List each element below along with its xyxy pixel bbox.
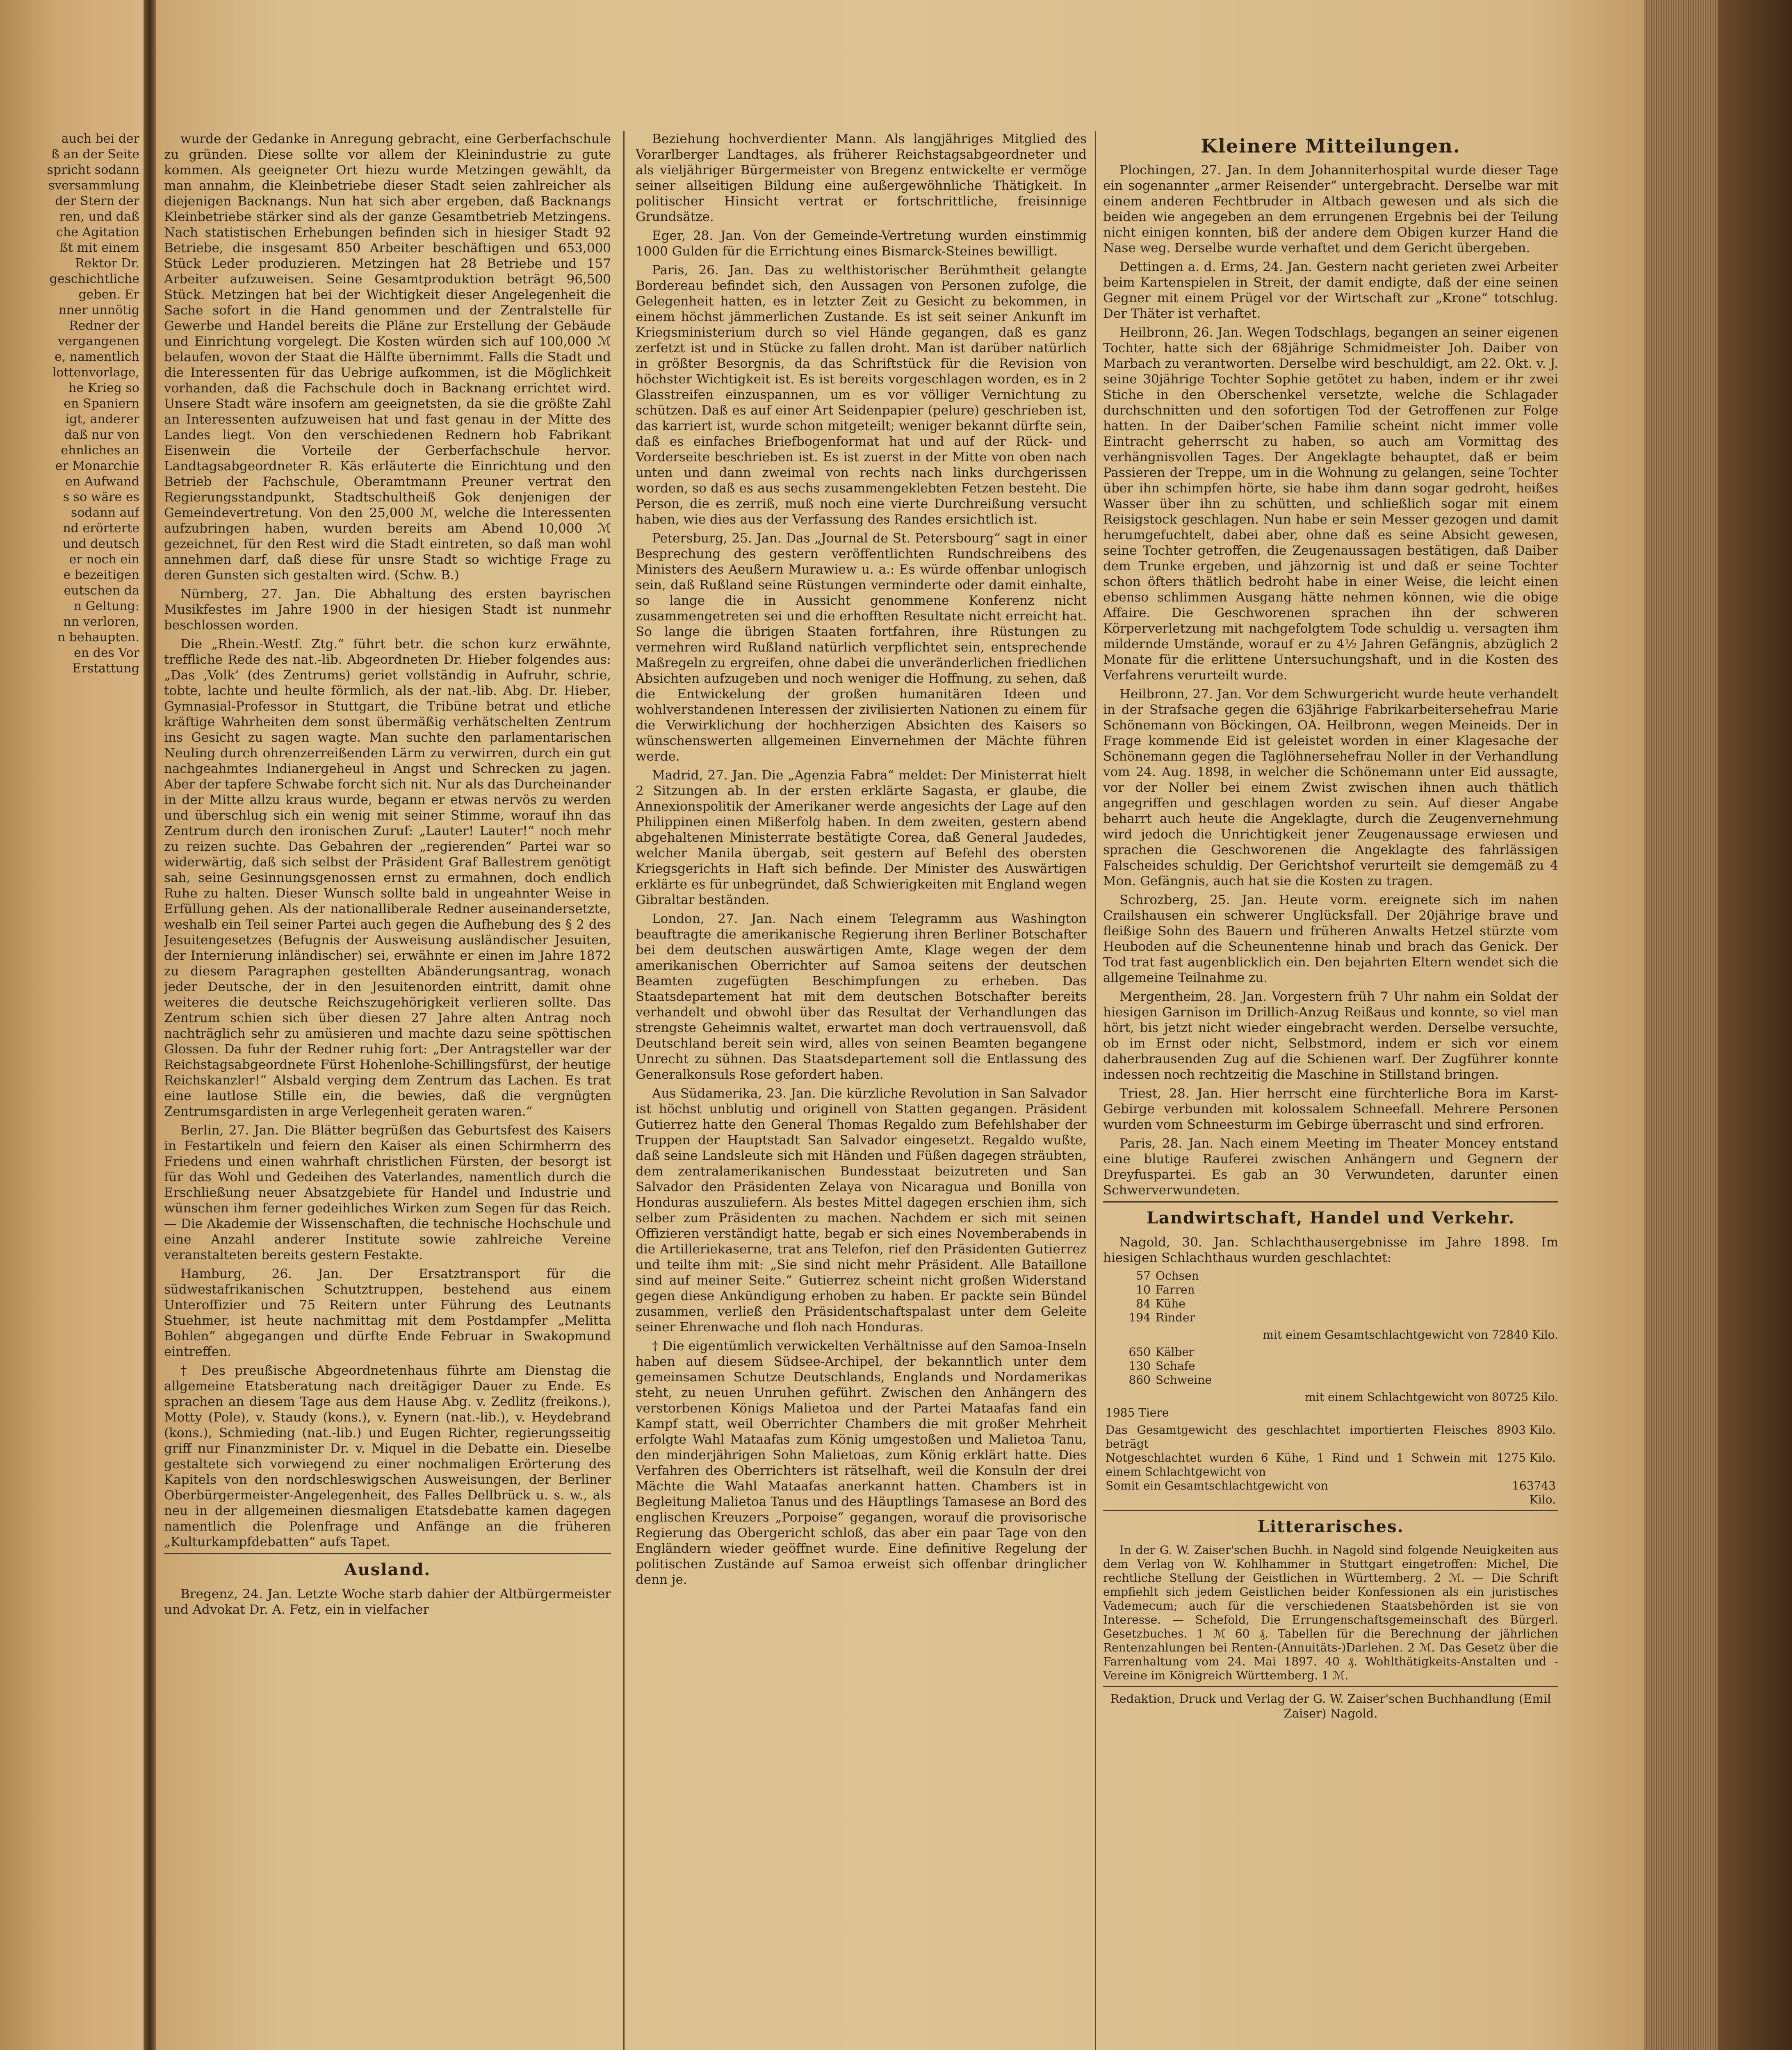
- left-fragment-line: ehnliches an: [61, 443, 139, 458]
- left-fragment-line: daß nur von: [64, 428, 139, 442]
- article-paragraph: Beziehung hochverdienter Mann. Als langjähriges Mitglied des Vorarlberger Landtages, als früherer Reichstagsabgeordneter und als vieljähriger Bürgermeister von Bregenz entwickelte er vermöge seiner allseitigen Bildung eine außergewöhnliche Thätigkeit. In politischer Hinsicht vertrat er fortschrittliche, freisinnige Grundsätze.: [636, 132, 1087, 224]
- schlachthaus-table: [1103, 1269, 1558, 1325]
- left-fragment-line: ren, und daß: [59, 210, 139, 224]
- animal-cell: Rinder: [1156, 1311, 1195, 1324]
- article-paragraph: wurde der Gedanke in Anregung gebracht, eine Gerberfachschule zu gründen. Diese sollte vor allem der Kleinindustrie zu gute kommen. Als geeigneter Ort hiezu wurde Metzingen gewählt, da man annahm, die Kleinbetriebe dieser Stadt seien zahlreicher als diejenigen Backnangs. Nun hat sich aber ergeben, daß Backnangs Kleinbetriebe stärker sind als der ganze Gesamtbetrieb Metzingens. Nach statistischen Erhebungen befinden sich in hiesiger Stadt 92 Betriebe, die insgesamt 850 Arbeiter beschäftigen und 653,000 Stück Leder produzieren. Metzingen hat 28 Betriebe und 157 Arbeiter aufzuweisen. Seine Gesamtproduktion beträgt 96,500 Stück. Metzingen hat bei der Wichtigkeit dieser Angelegenheit die Sache sofort in die Hand genommen und der Zentralstelle für Gewerbe und Handel bereits die Pläne zur Erstellung der Gebäude und Einrichtung vorgelegt. Die Kosten würden sich auf 100,000 ℳ belaufen, wovon der Staat die Hälfte übernimmt. Falls die Stadt und die Interessenten für das Uebrige aufkommen, ist die Möglichkeit vorhanden, daß die Fachschule doch in Backnang errichtet wird. Unsere Stadt wäre insofern am geeignetsten, da sie die größte Zahl an Interessenten aufzuweisen hat und fast genau in der Mitte des Landes liegt. Von den verschiedenen Rednern hob Fabrikant Eisenwein die Vorteile der Gerberfachschule hervor. Landtagsabgeordneter R. Käs erläuterte die Einrichtung und den Betrieb der Fachschule, Oberamtmann Preuner vertrat den Regierungsstandpunkt, Stadtschultheiß Gok denjenigen der Gemeindevertretung. Von den 25,000 ℳ, welche die Interessenten aufzubringen haben, wurden bereits am Abend 10,000 ℳ gezeichnet, für den Rest wird die Stadt eintreten, so daß man wohl annehmen darf, daß diese für unsre Stadt so wichtige Frage zu deren Gunsten sich gestalten wird. (Schw. B.): [164, 132, 611, 583]
- table-row: [1103, 1297, 1558, 1311]
- left-fragment-line: e bezeitigen: [63, 568, 139, 582]
- left-fragment-line: und deutsch: [62, 537, 139, 551]
- label-cell: Somit ein Gesamtschlachtgewicht von: [1106, 1479, 1328, 1492]
- animal-cell: Ochsen: [1156, 1269, 1199, 1282]
- value-cell: 8903 Kilo.: [1496, 1423, 1556, 1437]
- left-fragment-line: he Krieg so: [68, 381, 139, 395]
- left-fragment-line: vergangenen: [58, 334, 139, 348]
- article-paragraph: Triest, 28. Jan. Hier herrscht eine fürchterliche Bora im Karst-Gebirge verbunden mit kolossalem Schneefall. Mehrere Personen wurden vom Schneesturm im Gebirge überrascht und sind erfroren.: [1103, 1086, 1558, 1132]
- animal-cell: Kühe: [1156, 1297, 1186, 1310]
- left-fragment-line: che Agitation: [56, 225, 139, 239]
- left-fragment-line: nd erörterte: [63, 521, 139, 535]
- article-paragraph: Mergentheim, 28. Jan. Vorgestern früh 7 Uhr nahm ein Soldat der hiesigen Garnison im Drillich-Anzug Reißaus und konnte, so viel man hört, bis jetzt nicht wieder eingebracht werden. Derselbe versuchte, ob im Ernst oder nicht, Selbstmord, indem er sich vor einem daherbrausenden Zug auf die Schienen warf. Der Zugführer konnte indessen noch rechtzeitig die Maschine in Stillstand bringen.: [1103, 989, 1558, 1082]
- table-row: [1103, 1269, 1558, 1283]
- schlachthaus-intro: Nagold, 30. Jan. Schlachthausergebnisse im Jahre 1898. Im hiesigen Schlachthaus wurden geschlachtet:: [1103, 1235, 1558, 1265]
- book-gutter: [144, 0, 156, 2050]
- article-paragraph: Heilbronn, 27. Jan. Vor dem Schwurgericht wurde heute verhandelt in der Strafsache gegen die 63jährige Fabrikarbeitersehefrau Marie Schönemann von Böckingen, OA. Heilbronn, wegen Meineids. Der in Frage kommende Eid ist geleistet worden in einer Klagesache der Schönemann gegen die Taglöhnersehefrau Noller in der Verhandlung vom 24. Aug. 1898, in welcher die Schönemann unter Eid aussagte, vor der Noller bei einem Zwist zwischen ihnen auch thätlich angegriffen und geschlagen worden zu sein. Auf dieser Angabe beharrt auch heute die Angeklagte, durch die Zeugenvernehmung wird jedoch die Unrichtigkeit jener Zeugenaussage erwiesen und sprachen die Geschworenen die Angeklagte des fahrlässigen Falscheides schuldig. Der Gerichtshof verurteilt sie demgemäß zu 4 Mon. Gefängnis, auch hat sie die Kosten zu tragen.: [1103, 687, 1558, 888]
- schlachthaus-table-2: [1103, 1345, 1558, 1387]
- table-row: [1103, 1359, 1558, 1373]
- column-3: [1103, 131, 1558, 2050]
- article-paragraph: Madrid, 27. Jan. Die „Agenzia Fabra“ meldet: Der Ministerrat hielt 2 Sitzungen ab. In der ersten erklärte Sagasta, er glaube, die Annexionspolitik der Amerikaner werde angesichts der Lage auf den Philippinen einen Mißerfolg haben. In dem zweiten, gestern abend abgehaltenen Ministerrate bestätigte Corea, daß General Jaudedes, welcher Manila übergab, seit gestern auf Befehl des obersten Kriegsgerichts in Haft sich befinde. Der Minister des Auswärtigen erklärte es für unbegründet, daß Schwierigkeiten mit England wegen Gibraltar beständen.: [636, 768, 1087, 907]
- column-rule-1: [623, 131, 625, 2050]
- count-cell: 860: [1129, 1373, 1151, 1387]
- left-fragment-line: lottenvorlage,: [52, 365, 139, 380]
- left-fragment-line: en des Vor: [74, 646, 139, 660]
- value-cell: 163743 Kilo.: [1512, 1479, 1556, 1506]
- left-fragment-line: e, namentlich: [55, 350, 139, 364]
- litterarisches-heading: Litterarisches.: [1257, 1517, 1404, 1536]
- section-rule: [164, 1553, 611, 1554]
- kleinere-mitteilungen-heading: Kleinere Mitteilungen.: [1201, 135, 1461, 157]
- article-paragraph: Paris, 26. Jan. Das zu welthistorischer Berühmtheit gelangte Bordereau befindet sich, den Aussagen von Personen zufolge, die Gelegenheit hatten, es in letzter Zeit zu Gesicht zu bekommen, in einem höchst jämmerlichen Zustande. Es ist seit seiner Ankunft im Kriegsministerium durch so viel Hände gegangen, daß es ganz zerfetzt ist und in Stücke zu fallen droht. Man ist darüber natürlich in größter Besorgnis, da das Schriftstück für die Revision von höchster Wichtigkeit ist. Es ist bereits vorgeschlagen worden, es in 2 Glasstreifen einzuspannen, um es vor völliger Vernichtung zu schützen. Daß es auf einer Art Seidenpapier (pelure) geschrieben ist, das karriert ist, wurde schon mitgeteilt; weniger bekannt dürfte sein, daß es einfaches Briefbogenformat hat und auf der Rück- und Vorderseite beschrieben ist. Es ist zuerst in der Mitte von oben nach unten und dann zweimal von rechts nach links durchgerissen worden, so daß es aus sechs zusammengeklebten Fetzen besteht. Die Person, die es zerriß, muß noch eine vierte Durchreißung versucht haben, wie dies aus der Verfassung des Randes ersichtlich ist.: [636, 263, 1087, 527]
- left-fragment-line: er noch ein: [69, 552, 139, 567]
- column-2: [636, 131, 1087, 2050]
- left-fragment-line: er Monarchie: [55, 459, 139, 473]
- value-cell: 1275 Kilo.: [1496, 1451, 1556, 1465]
- article-paragraph: † Die eigentümlich verwickelten Verhältnisse auf den Samoa-Inseln haben auf diesem Südsee-Archipel, der bekanntlich unter dem gemeinsamen Schutze Deutschlands, Englands und Nordamerikas steht, zu neuen Unruhen geführt. Zwischen den Anhängern des verstorbenen Königs Malietoa und der Partei Mataafas fand ein Kampf statt, weil Oberrichter Chambers die mit großer Mehrheit erfolgte Wahl Mataafas zum König umgestoßen und Malietoa Tanu, den minderjährigen Sohn Malietoas, zum König erklärt hatte. Dies Verfahren des Oberrichters ist rätselhaft, weil die Konsuln der drei Mächte die Wahl Mataafas anerkannt hatten. Chambers ist in Begleitung Malietoa Tanus und des Häuptlings Tamasese an Bord des englischen Kreuzers „Porpoise“ gegangen, worauf die provisorische Regierung das Obergericht schloß, das aber ein paar Tage von den Engländern wieder geöffnet wurde. Eine definitive Regelung der politischen Zustände auf Samoa erweist sich offenbar dringlicher denn je.: [636, 1339, 1087, 1587]
- article-paragraph: Paris, 28. Jan. Nach einem Meeting im Theater Moncey entstand eine blutige Rauferei zwischen Anhängern und Gegnern der Dreyfuspartei. Es gab an 30 Verwundeten, darunter einen Schwerverwundeten.: [1103, 1136, 1558, 1198]
- count-cell: 10: [1136, 1283, 1151, 1296]
- article-paragraph: Plochingen, 27. Jan. In dem Johanniterhospital wurde dieser Tage ein sogenannter „armer Reisender“ untergebracht. Derselbe war mit einem anderen Fechtbruder in Altbach gewesen und als sich die beiden wie angegeben an dem errungenen Ergebnis bei der Teilung nicht einigen konnten, biß der andere dem Obigen kurzer Hand die Nase weg. Derselbe wurde verhaftet und dem Gericht übergeben.: [1103, 163, 1558, 255]
- table-row: [1103, 1423, 1558, 1451]
- left-fragment-line: spricht sodann: [47, 163, 139, 177]
- table-row: [1103, 1373, 1558, 1387]
- left-fragment-line: eutschen da: [64, 583, 139, 598]
- left-fragment-line: n behaupten.: [57, 630, 139, 645]
- left-fragment-line: auch bei der: [61, 132, 139, 146]
- article-paragraph: Eger, 28. Jan. Von der Gemeinde-Vertretung wurden einstimmig 1000 Gulden für die Errichtung eines Bismarck-Steines bewilligt.: [636, 228, 1087, 259]
- count-cell: 130: [1129, 1359, 1151, 1373]
- left-fragment-line: der Stern der: [55, 194, 139, 208]
- article-paragraph: Petersburg, 25. Jan. Das „Journal de St. Petersbourg“ sagt in einer Besprechung des gestern veröffentlichten Rundschreibens des Ministers des Aeußern Murawiew u. a.: Es würde offenbar unlogisch sein, daß Rußland seine Rüstungen verminderte oder damit einhalte, so lange die in Aussicht genommene Konferenz nicht zusammengetreten sei und die erhofften Resultate nicht erreicht hat. So lange die übrigen Staaten fortfahren, ihre Rüstungen zu vermehren wird Rußland natürlich verpflichtet sein, entsprechende Maßregeln zu ergreifen, ohne dabei die unveränderlichen friedlichen Absichten aufzugeben und noch weniger die Hoffnung, zu sehen, daß die Entwickelung der großen humanitären Ideen und wohlverstandenen Interessen der zivilisierten Nationen zu einem für die Verwirklichung der hochherzigen Absichten des Kaisers so wünschenswerten allgemeinen Einvernehmen der Mächte führen werde.: [636, 531, 1087, 764]
- article-paragraph: Hamburg, 26. Jan. Der Ersatztransport für die südwestafrikanischen Schutztruppen, bestehend aus einem Unteroffizier und 75 Reitern unter Führung des Leutnants Stuehmer, ist heute nachmittag mit dem Postdampfer „Melitta Bohlen“ abgegangen und dürfte Ende Februar in Swakopmund eintreffen.: [164, 1266, 611, 1359]
- ausland-heading: Ausland.: [344, 1560, 431, 1579]
- count-cell: 84: [1136, 1297, 1151, 1310]
- table-row: [1103, 1311, 1558, 1325]
- left-fragment-line: ßt mit einem: [59, 241, 139, 255]
- animal-cell: Schafe: [1156, 1359, 1195, 1373]
- left-fragment-line: Erstattung: [72, 661, 139, 676]
- article-paragraph: Berlin, 27. Jan. Die Blätter begrüßen das Geburtsfest des Kaisers in Festartikeln und feiern den Kaiser als einen Schirmherrn des Friedens und einen wahrhaft christlichen Fürsten, der besorgt ist für das Wohl und Gedeihen des Vaterlandes, namentlich durch die Erschließung neuer Absatzgebiete für Handel und Industrie und wünschen ihm ferner gedeihliches Wirken zum Segen für das Reich. — Die Akademie der Wissenschaften, die technische Hochschule und eine Anzahl anderer Institute sowie zahlreiche Vereine veranstalteten bereits gestern Festakte.: [164, 1123, 611, 1262]
- column-rule-2: [1095, 131, 1096, 2050]
- left-fragment-line: Redner der: [69, 319, 139, 333]
- left-page-fragments: [0, 131, 139, 2050]
- section-rule: [1103, 1201, 1558, 1203]
- animal-cell: Kälber: [1156, 1345, 1195, 1359]
- left-fragment-line: n Geltung:: [73, 599, 139, 613]
- left-fragment-line: geben. Er: [78, 287, 139, 302]
- book-cover-edge: [1718, 0, 1792, 2050]
- article-paragraph: Heilbronn, 26. Jan. Wegen Todschlags, begangen an seiner eigenen Tochter, hatte sich der 68jährige Schmidmeister Joh. Daiber von Marbach zu verantworten. Derselbe wird beschuldigt, am 22. Okt. v. J. seine 30jährige Tochter Sophie getötet zu haben, indem er ihr zwei Stiche in den Oberschenkel versetzte, welche die Schlagader durchschnitten und den sofortigen Tod der Getroffenen zur Folge hatten. In der Daiber'schen Familie scheint nicht immer volle Eintracht geherrscht zu haben, so auch am Vormittag des verhängnisvollen Tages. Der Angeklagte behauptet, daß er beim Passieren der Treppe, um in die Wohnung zu gelangen, seine Tochter über ihn schimpfen hörte, sie habe ihm dann sogar gedroht, heißes Wasser über ihn zu schütten, und schließlich sogar mit einem Reisigstock geschlagen. Nun habe er sein Messer gezogen und damit herumgefuchtelt, dabei aber, ohne daß es seine Absicht gewesen, seine Tochter getroffen, die Zeugenaussagen bestätigen, daß Daiber dem Trunke ergeben, und jähzornig ist und daß er seine Tochter schon öfters thätlich bedroht habe in einer Weise, die leicht einen ebenso schlimmen Ausgang hätte nehmen können, wie die obige Affaire. Die Geschworenen sprachen ihn der schweren Körperverletzung mit nachgefolgtem Tode schuldig u. versagten ihm mildernde Umstände, worauf er zu 4½ Jahren Gefängnis, abzüglich 2 Monate für die erlittene Untersuchungshaft, und in die Kosten des Verfahrens verurteilt wurde.: [1103, 325, 1558, 683]
- group2-note: mit einem Schlachtgewicht von 80725 Kilo.: [1305, 1390, 1558, 1404]
- article-paragraph: Die „Rhein.-Westf. Ztg.“ führt betr. die schon kurz erwähnte, treffliche Rede des nat.-lib. Abgeordneten Dr. Hieber folgendes aus: „Das ‚Volk‘ (des Zentrums) geriet vollständig in Aufruhr, schrie, tobte, lachte und heulte förmlich, als der nat.-lib. Abg. Dr. Hieber, Gymnasial-Professor in Stuttgart, die Tribüne betrat und etliche kräftige Wahrheiten dem sonst übermäßig verhätschelten Zentrum ins Gesicht zu sagen wagte. Man suchte den parlamentarischen Neuling durch ohrenzerreißenden Lärm zu verwirren, durch ein gut nachgeahmtes Indianergeheul in Angst und Schrecken zu jagen. Aber der tapfere Schwabe forcht sich nit. Nur als das Durcheinander in der Mitte allzu kraus wurde, begann er etwas nervös zu werden und überschlug sich ein wenig mit seiner Stimme, worauf ihn das Zentrum durch den ironischen Zuruf: „Lauter! Lauter!“ noch mehr zu reizen suchte. Das Gebahren der „regierenden“ Partei war so widerwärtig, daß sich selbst der Präsident Graf Ballestrem genötigt sah, seine Gesinnungsgenossen ernst zu ermahnen, doch endlich Ruhe zu halten. Dieser Wunsch sollte bald in ungeahnter Weise in Erfüllung gehen. Als der nationalliberale Redner auseinandersetzte, weshalb ein Teil seiner Partei auch gegen die Aufhebung des § 2 des Jesuitengesetzes (Befugnis der Ausweisung ausländischer Jesuiten, der Internierung inländischer) sei, erwähnte er einen im Jahre 1872 zu diesem Paragraphen gestellten Abänderungsantrag, wonach jeder Deutsche, der in den Jesuitenorden eintritt, damit ohne weiteres die deutsche Reichszugehörigkeit verlieren sollte. Das Zentrum schien sich über diesen 27 Jahre alten Antrag noch nachträglich sehr zu amüsieren und machte dazu seine spöttischen Glossen. Da fuhr der Redner ruhig fort: „Der Antragsteller war der Reichstagsabgeordnete Fürst Hohenlohe-Schillingsfürst, der heutige Reichskanzler!“ Alsbald verging dem Zentrum das Lachen. Es trat eine lautlose Stille ein, die bewies, daß die vergnügten Zentrumsgardisten in arge Verlegenheit geraten waren.“: [164, 637, 611, 1119]
- section-rule: [1103, 1510, 1558, 1511]
- left-fragment-line: nn verloren,: [63, 615, 139, 629]
- left-fragment-line: en Spaniern: [64, 396, 139, 411]
- group1-note: mit einem Gesamtschlachtgewicht von 72840 Kilo.: [1263, 1328, 1558, 1342]
- article-paragraph: Aus Südamerika, 23. Jan. Die kürzliche Revolution in San Salvador ist höchst unblutig und originell von Statten gegangen. Präsident Gutierrez hatte den General Thomas Regaldo zum Befehlshaber der Truppen der Hauptstadt San Salvador eingesetzt. Regaldo wußte, daß seine Landsleute sich mit Händen und Füßen dagegen sträubten, dem zentralamerikanischen Bundesstaat beizutreten und San Salvador den Präsidenten Zelaya von Nicaragua und Bonilla von Honduras auszuliefern. Als bestes Mittel dagegen erschien ihm, sich selber zum Präsidenten zu machen. Nachdem er sich mit seinen Offizieren verständigt hatte, begab er sich eines Novemberabends in die Artilleriekaserne, trat ans Telefon, rief den Präsidenten Gutierrez und teilte ihm mit: „Sie sind nicht mehr Präsident. Alle Bataillone sind auf meiner Seite.“ Gutierrez scheint nicht großen Widerstand gegen diese Ankündigung erhoben zu haben. Er packte sein Bündel zusammen, verließ den Präsidentschaftspalast unter dem Geleite seiner Ehrenwache und floh nach Honduras.: [636, 1086, 1087, 1335]
- column-1: [164, 131, 611, 2050]
- table-row: [1103, 1283, 1558, 1297]
- weights-table: [1103, 1423, 1558, 1507]
- article-paragraph: Dettingen a. d. Erms, 24. Jan. Gestern nacht gerieten zwei Arbeiter beim Kartenspielen in Streit, der damit endigte, daß der eine seinen Gegner mit einem Prügel vor der Wirtschaft zur „Krone“ totschlug. Der Thäter ist verhaftet.: [1103, 260, 1558, 321]
- left-fragment-line: en Aufwand: [65, 474, 139, 489]
- label-cell: Notgeschlachtet wurden 6 Kühe, 1 Rind und 1 Schwein mit einem Schlachtgewicht von: [1106, 1451, 1488, 1478]
- left-fragment-line: nner unnötig: [58, 303, 139, 317]
- article-paragraph: London, 27. Jan. Nach einem Telegramm aus Washington beauftragte die amerikanische Regierung ihren Berliner Botschafter bei dem deutschen auswärtigen Amte, Klage wegen der dem amerikanischen Oberrichter auf Samoa seitens der deutschen Beamten zugefügten Beschimpfungen zu erheben. Das Staatsdepartement hat mit dem deutschen Botschafter bereits verhandelt und obwohl über das Resultat der Verhandlungen das strengste Geheimnis waltet, erwartet man doch vertrauensvoll, daß Deutschland bereit sein wird, alles von seinen Beamten begangene Unrecht zu sühnen. Das Staatsdepartement soll die Entlassung des Generalkonsuls Rose gefordert haben.: [636, 911, 1087, 1082]
- left-fragment-line: ß an der Seite: [51, 147, 139, 162]
- left-fragment-line: igt, anderer: [65, 412, 139, 426]
- left-fragment-line: Rektor Dr.: [75, 256, 139, 271]
- count-cell: 57: [1136, 1269, 1151, 1282]
- total-animals: 1985 Tiere: [1106, 1406, 1169, 1419]
- left-fragment-line: geschichtliche: [49, 272, 139, 286]
- article-paragraph: † Des preußische Abgeordnetenhaus führte am Dienstag die allgemeine Etatsberatung nach dreitägiger Dauer zu Ende. Es sprachen an diesem Tage aus dem Hause Abg. v. Zedlitz (freikons.), Motty (Pole), v. Staudy (kons.), v. Eynern (nat.-lib.), v. Heydebrand (kons.), Schmieding (nat.-lib.) und Eugen Richter, regierungsseitig griff nur Finanzminister Dr. v. Miquel in die Debatte ein. Dieselbe gestaltete sich vorwiegend zu einer nochmaligen Erörterung des Kapitels von den nordschleswigschen Ausweisungen, der Berliner Oberbürgermeister-Angelegenheit, des Falles Dellbrück u. s. w., als neu in der allgemeinen diesmaligen Etatsdebatte kamen dagegen namentlich die Polenfrage und Anfänge an die früheren „Kulturkampfdebatten“ aufs Tapet.: [164, 1363, 611, 1549]
- table-row: [1103, 1479, 1558, 1507]
- label-cell: Das Gesamtgewicht des geschlachtet importierten Fleisches beträgt: [1106, 1423, 1488, 1451]
- left-fragment-line: sodann auf: [71, 506, 139, 520]
- table-row: [1103, 1345, 1558, 1359]
- imprint: Redaktion, Druck und Verlag der G. W. Zaiser'schen Buchhandlung (Emil Zaiser) Nagold.: [1110, 1692, 1551, 1720]
- section-rule: [1103, 1686, 1558, 1687]
- left-fragment-line: sversammlung: [48, 178, 139, 193]
- litterarisches-text: In der G. W. Zaiser'schen Buchh. in Nagold sind folgende Neuigkeiten aus dem Verlag von W. Kohlhammer in Stuttgart eingetroffen: Michel, Die rechtliche Stellung der Geistlichen in Württemberg. 2 ℳ. — Die Schrift empfiehlt sich jedem Geistlichen beider Konfessionen als ein juristisches Vademecum; auch für die verschiedenen Staatsbehörden ist sie von Interesse. — Schefold, Die Errungenschaftsgemeinschaft des Bürgerl. Gesetzbuches. 1 ℳ 60 ₰. Tabellen für die Berechnung der jährlichen Rentenzahlungen bei Renten-(Annuitäts-)Darlehen. 2 ℳ. Das Gesetz über die Farrenhaltung vom 24. Mai 1897. 40 ₰. Wohlthätigkeits-Anstalten und -Vereine im Königreich Württemberg. 1 ℳ.: [1103, 1543, 1558, 1682]
- left-fragment-line: s so wäre es: [63, 490, 139, 504]
- count-cell: 194: [1129, 1311, 1151, 1324]
- animal-cell: Schweine: [1156, 1373, 1212, 1387]
- landwirtschaft-heading: Landwirtschaft, Handel und Verkehr.: [1146, 1208, 1515, 1228]
- count-cell: 650: [1129, 1345, 1151, 1359]
- article-paragraph: Nürnberg, 27. Jan. Die Abhaltung des ersten bayrischen Musikfestes im Jahre 1900 in der hiesigen Stadt ist nunmehr beschlossen worden.: [164, 587, 611, 633]
- table-row: [1103, 1451, 1558, 1479]
- article-paragraph: Schrozberg, 25. Jan. Heute vorm. ereignete sich im nahen Crailshausen ein schwerer Unglücksfall. Der 20jährige brave und fleißige Sohn des Bauern und früheren Anwalts Hetzel stürzte vom Heuboden auf die Scheunentenne hinab und brach das Genick. Der Tod trat fast augenblicklich ein. Den bejahrten Eltern wendet sich die allgemeine Teilnahme zu.: [1103, 893, 1558, 985]
- animal-cell: Farren: [1156, 1283, 1195, 1296]
- ausland-first-article: Bregenz, 24. Jan. Letzte Woche starb dahier der Altbürgermeister und Advokat Dr. A. Fetz, ein in vielfacher: [164, 1587, 611, 1617]
